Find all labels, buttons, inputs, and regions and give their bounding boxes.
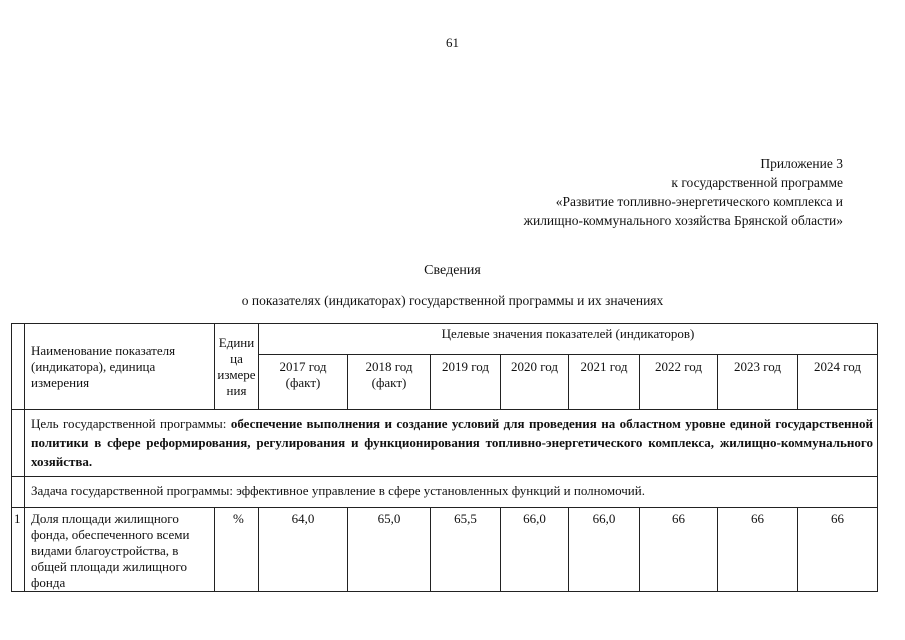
indicator-name: Доля площади жилищного фонда, обеспеченного всеми видами благоустройства, в общей площади жилищного фонда [25, 508, 215, 592]
goal-cell [25, 410, 878, 477]
year-header: 2021 год [569, 355, 640, 410]
task-row [12, 477, 878, 508]
goal-row [12, 410, 878, 477]
task-cell: Задача государственной программы: эффективное управление в сфере установленных функций и полномочий. [25, 477, 878, 508]
appendix-block [524, 154, 843, 230]
year-header: 2024 год [798, 355, 878, 410]
year-header: 2019 год [431, 355, 501, 410]
indicator-unit: % [215, 508, 259, 592]
document-subtitle: о показателях (индикаторах) государственной программы и их значениях [241, 293, 664, 308]
header-name-cell: Наименование показателя (индикатора), единица измерения [25, 324, 215, 410]
goal-num-cell [12, 410, 25, 477]
header-target-values: Целевые значения показателей (индикаторов) [259, 324, 878, 355]
table-header-row [12, 324, 878, 355]
value-cell: 66 [798, 508, 878, 592]
value-cell: 65,0 [348, 508, 431, 592]
table-row [12, 508, 878, 592]
appendix-line: к государственной программе [671, 175, 843, 190]
year-header: 2020 год [501, 355, 569, 410]
value-cell: 66,0 [501, 508, 569, 592]
value-cell: 66 [640, 508, 718, 592]
year-header: 2017 год (факт) [259, 355, 348, 410]
year-header: 2018 год (факт) [348, 355, 431, 410]
year-header: 2022 год [640, 355, 718, 410]
value-cell: 66,0 [569, 508, 640, 592]
indicators-table [11, 323, 878, 592]
header-num-cell [12, 324, 25, 410]
value-cell: 65,5 [431, 508, 501, 592]
goal-prefix: Цель государственной программы: [31, 416, 231, 431]
goal-text: обеспечение выполнения и создание условий для проведения на областном уровне единой государственной политики в сфере реформирования, регулирования и функционирования топливно-энергетического комплекса, жилищно-коммунального хозяйства. [31, 416, 873, 469]
task-num-cell [12, 477, 25, 508]
appendix-line: «Развитие топливно-энергетического комплекса и [555, 194, 843, 209]
page-number: 61 [446, 35, 459, 50]
header-unit-cell: Едини ца измере ния [215, 324, 259, 410]
value-cell: 66 [718, 508, 798, 592]
value-cell: 64,0 [259, 508, 348, 592]
document-title: Сведения [424, 263, 481, 278]
appendix-line: жилищно-коммунального хозяйства Брянской области» [523, 213, 843, 228]
year-header: 2023 год [718, 355, 798, 410]
appendix-line: Приложение 3 [760, 156, 843, 171]
row-number: 1 [12, 508, 25, 592]
